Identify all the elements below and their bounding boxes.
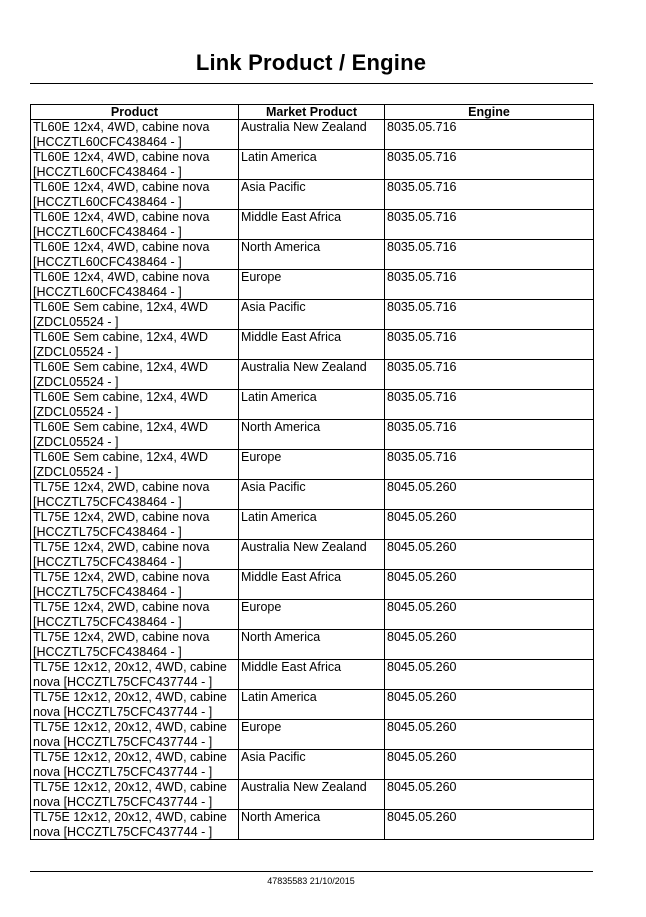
cell-engine: 8035.05.716 (385, 420, 594, 450)
cell-engine: 8045.05.260 (385, 480, 594, 510)
cell-market-product: Australia New Zealand (239, 360, 385, 390)
cell-market-product: Latin America (239, 390, 385, 420)
table-row (31, 660, 594, 690)
table-row (31, 750, 594, 780)
cell-market-product: Asia Pacific (239, 180, 385, 210)
table-row (31, 240, 594, 270)
cell-product: TL75E 12x4, 2WD, cabine nova [HCCZTL75CFC438464 - ] (31, 540, 239, 570)
cell-market-product: Europe (239, 720, 385, 750)
cell-product: TL60E 12x4, 4WD, cabine nova [HCCZTL60CFC438464 - ] (31, 180, 239, 210)
cell-market-product: Latin America (239, 510, 385, 540)
table-row (31, 540, 594, 570)
cell-market-product: Latin America (239, 150, 385, 180)
cell-market-product: Asia Pacific (239, 300, 385, 330)
table-row (31, 690, 594, 720)
table-row (31, 120, 594, 150)
cell-product: TL60E 12x4, 4WD, cabine nova [HCCZTL60CFC438464 - ] (31, 240, 239, 270)
cell-market-product: Europe (239, 450, 385, 480)
cell-product: TL75E 12x4, 2WD, cabine nova [HCCZTL75CFC438464 - ] (31, 510, 239, 540)
header-product: Product (31, 105, 239, 120)
table-row (31, 420, 594, 450)
table-row (31, 330, 594, 360)
table-row (31, 600, 594, 630)
table-row (31, 450, 594, 480)
cell-product: TL75E 12x4, 2WD, cabine nova [HCCZTL75CFC438464 - ] (31, 600, 239, 630)
cell-market-product: Australia New Zealand (239, 120, 385, 150)
cell-product: TL60E 12x4, 4WD, cabine nova [HCCZTL60CFC438464 - ] (31, 150, 239, 180)
cell-engine: 8035.05.716 (385, 330, 594, 360)
cell-engine: 8035.05.716 (385, 300, 594, 330)
cell-market-product: North America (239, 240, 385, 270)
cell-product: TL75E 12x12, 20x12, 4WD, cabine nova [HCCZTL75CFC437744 - ] (31, 690, 239, 720)
cell-engine: 8035.05.716 (385, 270, 594, 300)
cell-market-product: North America (239, 420, 385, 450)
cell-product: TL75E 12x4, 2WD, cabine nova [HCCZTL75CFC438464 - ] (31, 630, 239, 660)
cell-engine: 8035.05.716 (385, 360, 594, 390)
cell-engine: 8035.05.716 (385, 240, 594, 270)
cell-engine: 8045.05.260 (385, 780, 594, 810)
cell-product: TL75E 12x12, 20x12, 4WD, cabine nova [HCCZTL75CFC437744 - ] (31, 810, 239, 840)
cell-product: TL60E Sem cabine, 12x4, 4WD [ZDCL05524 - ] (31, 360, 239, 390)
cell-market-product: Middle East Africa (239, 660, 385, 690)
cell-market-product: Middle East Africa (239, 570, 385, 600)
cell-market-product: Australia New Zealand (239, 540, 385, 570)
table-row (31, 720, 594, 750)
footer-doc-id: 47835583 21/10/2015 (267, 876, 355, 886)
cell-engine: 8045.05.260 (385, 750, 594, 780)
cell-product: TL60E Sem cabine, 12x4, 4WD [ZDCL05524 - ] (31, 330, 239, 360)
cell-product: TL75E 12x12, 20x12, 4WD, cabine nova [HCCZTL75CFC437744 - ] (31, 780, 239, 810)
cell-market-product: Asia Pacific (239, 480, 385, 510)
cell-engine: 8045.05.260 (385, 570, 594, 600)
cell-product: TL60E 12x4, 4WD, cabine nova [HCCZTL60CFC438464 - ] (31, 270, 239, 300)
cell-engine: 8045.05.260 (385, 660, 594, 690)
title-divider (30, 83, 593, 84)
cell-engine: 8045.05.260 (385, 810, 594, 840)
cell-engine: 8045.05.260 (385, 510, 594, 540)
cell-product: TL75E 12x12, 20x12, 4WD, cabine nova [HCCZTL75CFC437744 - ] (31, 750, 239, 780)
cell-market-product: Asia Pacific (239, 750, 385, 780)
table-row (31, 390, 594, 420)
cell-product: TL75E 12x4, 2WD, cabine nova [HCCZTL75CFC438464 - ] (31, 570, 239, 600)
cell-engine: 8035.05.716 (385, 210, 594, 240)
header-market-product: Market Product (239, 105, 385, 120)
cell-product: TL60E 12x4, 4WD, cabine nova [HCCZTL60CFC438464 - ] (31, 120, 239, 150)
cell-engine: 8035.05.716 (385, 180, 594, 210)
header-engine: Engine (385, 105, 594, 120)
table-row (31, 210, 594, 240)
cell-product: TL75E 12x12, 20x12, 4WD, cabine nova [HCCZTL75CFC437744 - ] (31, 720, 239, 750)
cell-market-product: Middle East Africa (239, 210, 385, 240)
cell-product: TL75E 12x12, 20x12, 4WD, cabine nova [HCCZTL75CFC437744 - ] (31, 660, 239, 690)
footer-divider (30, 871, 593, 872)
table-row (31, 630, 594, 660)
cell-product: TL60E Sem cabine, 12x4, 4WD [ZDCL05524 - ] (31, 300, 239, 330)
link-table (30, 104, 594, 840)
table-row (31, 270, 594, 300)
header-row (31, 105, 594, 120)
cell-engine: 8045.05.260 (385, 720, 594, 750)
table-row (31, 300, 594, 330)
cell-market-product: Europe (239, 270, 385, 300)
cell-product: TL60E Sem cabine, 12x4, 4WD [ZDCL05524 - ] (31, 390, 239, 420)
cell-engine: 8045.05.260 (385, 600, 594, 630)
cell-product: TL60E Sem cabine, 12x4, 4WD [ZDCL05524 - ] (31, 450, 239, 480)
table-row (31, 510, 594, 540)
page-title: Link Product / Engine (195, 50, 427, 75)
table-row (31, 150, 594, 180)
cell-engine: 8035.05.716 (385, 120, 594, 150)
table-row (31, 180, 594, 210)
cell-product: TL60E 12x4, 4WD, cabine nova [HCCZTL60CFC438464 - ] (31, 210, 239, 240)
cell-product: TL60E Sem cabine, 12x4, 4WD [ZDCL05524 - ] (31, 420, 239, 450)
table-row (31, 810, 594, 840)
cell-engine: 8035.05.716 (385, 450, 594, 480)
table-row (31, 360, 594, 390)
cell-market-product: Latin America (239, 690, 385, 720)
cell-engine: 8045.05.260 (385, 540, 594, 570)
cell-market-product: Australia New Zealand (239, 780, 385, 810)
cell-engine: 8035.05.716 (385, 390, 594, 420)
cell-market-product: Middle East Africa (239, 330, 385, 360)
cell-market-product: North America (239, 630, 385, 660)
cell-product: TL75E 12x4, 2WD, cabine nova [HCCZTL75CFC438464 - ] (31, 480, 239, 510)
table-row (31, 570, 594, 600)
table-row (31, 780, 594, 810)
cell-market-product: North America (239, 810, 385, 840)
cell-market-product: Europe (239, 600, 385, 630)
cell-engine: 8035.05.716 (385, 150, 594, 180)
cell-engine: 8045.05.260 (385, 630, 594, 660)
cell-engine: 8045.05.260 (385, 690, 594, 720)
table-row (31, 480, 594, 510)
